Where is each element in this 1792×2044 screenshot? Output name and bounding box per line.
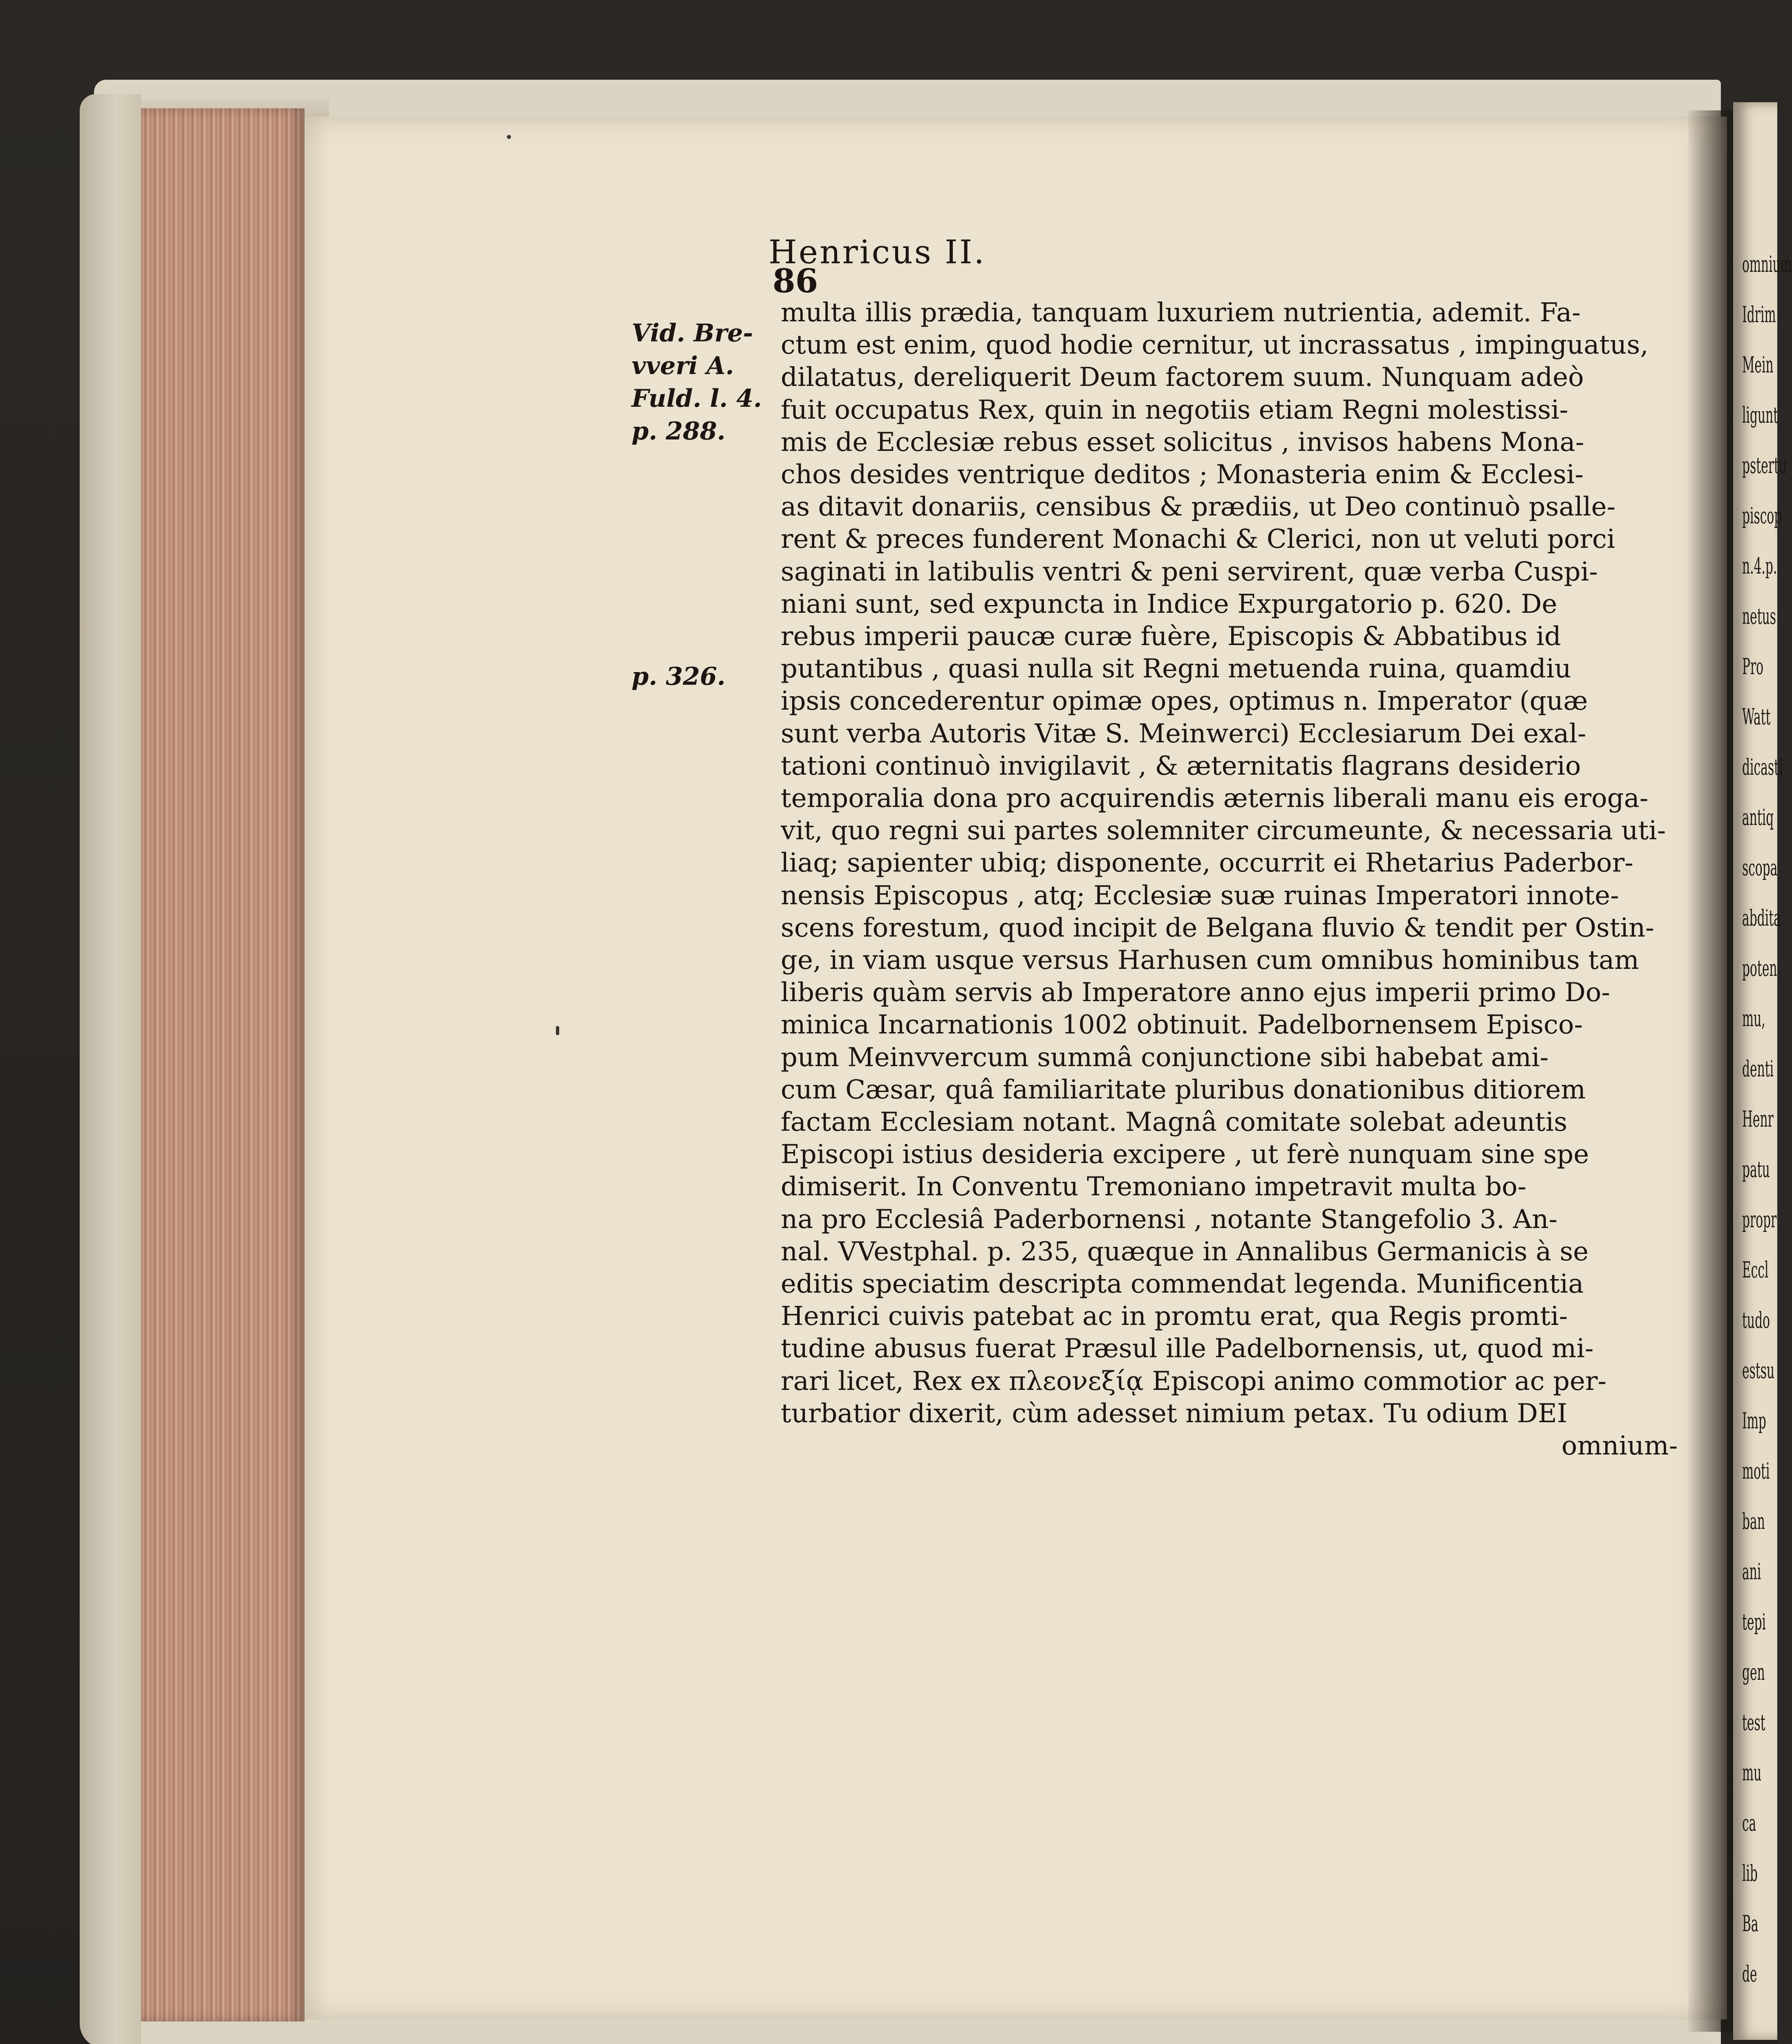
facing-page-fragment: pstertu [1742, 453, 1787, 478]
facing-page-fragment: Watt [1742, 704, 1771, 730]
text-line: nensis Episcopus , atq; Ecclesiæ suæ ruinas Imperatori innote- [781, 880, 1619, 911]
text-line: cum Cæsar, quâ familiaritate pluribus donationibus ditiorem [781, 1074, 1586, 1105]
facing-page-fragment: Idrim [1742, 302, 1776, 327]
facing-page-fragment: ca [1742, 1810, 1756, 1836]
text-line: liberis quàm servis ab Imperatore anno ejus imperii primo Do- [781, 977, 1611, 1008]
text-line: ctum est enim, quod hodie cernitur, ut incrassatus , impinguatus, [781, 330, 1649, 361]
facing-page-fragment: Henr [1742, 1106, 1774, 1132]
text-line: omnium- [1561, 1431, 1678, 1461]
page-number: 86 [773, 262, 818, 300]
facing-page-fragment: Mein [1742, 352, 1774, 378]
facing-page-fragment: piscop [1742, 503, 1782, 529]
text-line: Episcopi istius desideria excipere , ut ferè nunquam sine spe [781, 1139, 1589, 1170]
text-line: ipsis concederentur opimæ opes, optimus n. Imperator (quæ [781, 686, 1588, 717]
facing-page-fragment: dicasti [1742, 754, 1783, 780]
facing-page-fragment: tepi [1742, 1609, 1766, 1635]
margin-note: p. 326. [632, 662, 726, 691]
text-line: saginati in latibulis ventri & peni servirent, quæ verba Cuspi- [781, 556, 1598, 587]
text-line: chos desides ventrique deditos ; Monasteria enim & Ecclesi- [781, 459, 1584, 490]
text-line: fuit occupatus Rex, quin in negotiis etiam Regni molestissi- [781, 394, 1568, 425]
margin-note: p. 288. [632, 417, 726, 446]
page-fore-edge [141, 108, 305, 2022]
gutter-shadow [1688, 110, 1737, 2032]
text-line: as ditavit donariis, censibus & prædiis, ut Deo continuò psalle- [781, 492, 1616, 522]
facing-page-fragment: poten [1742, 955, 1777, 981]
text-line: temporalia dona pro acquirendis æternis liberali manu eis eroga- [781, 783, 1649, 814]
facing-page-fragment: ban [1742, 1508, 1765, 1534]
facing-page-fragment: abdita [1742, 905, 1781, 931]
text-line: putantibus , quasi nulla sit Regni metuenda ruina, quamdiu [781, 654, 1571, 684]
facing-page-fragment: gen [1742, 1659, 1765, 1685]
text-line: ge, in viam usque versus Harhusen cum omnibus hominibus tam [781, 945, 1639, 975]
facing-page-fragment: mu, [1742, 1006, 1765, 1031]
facing-page-fragment: patu [1742, 1156, 1770, 1182]
facing-page-fragment: tudo [1742, 1307, 1770, 1333]
facing-page-fragment: propr [1742, 1207, 1777, 1233]
text-line: minica Incarnationis 1002 obtinuit. Padelbornensem Episco- [781, 1010, 1583, 1040]
text-line: pum Meinvvercum summâ conjunctione sibi habebat ami- [781, 1042, 1549, 1073]
margin-note: Vid. Bre- [632, 319, 753, 347]
text-line: Henrici cuivis patebat ac in promtu erat, qua Regis promti- [781, 1301, 1568, 1332]
facing-page-fragment: mu [1742, 1760, 1762, 1786]
text-line: tationi continuò invigilavit , & æternitatis flagrans desiderio [781, 751, 1581, 781]
text-line: rent & preces funderent Monachi & Clerici, non ut veluti porci [781, 524, 1615, 555]
facing-page-fragment: test [1742, 1710, 1765, 1735]
facing-page-fragment: moti [1742, 1458, 1770, 1484]
facing-page-fragment: de [1742, 1961, 1757, 1987]
facing-page-fragment: Pro [1742, 654, 1764, 679]
text-line: scens forestum, quod incipit de Belgana fluvio & tendit per Ostin- [781, 912, 1654, 943]
text-line: rari licet, Rex ex πλεονεξίᾳ Episcopi animo commotior ac per- [781, 1366, 1607, 1396]
facing-page-fragment: denti [1742, 1056, 1774, 1082]
facing-page-fragment: antiq [1742, 805, 1774, 830]
running-head: Henricus II. [768, 233, 986, 271]
paper-speck [556, 1026, 559, 1035]
facing-page-fragment: Ba [1742, 1911, 1758, 1936]
text-line: editis speciatim descripta commendat legenda. Munificentia [781, 1269, 1584, 1299]
facing-page-fragment: Eccl [1742, 1257, 1769, 1283]
facing-page-fragment: scopa [1742, 855, 1778, 881]
facing-page-fragment: omnium [1742, 251, 1792, 277]
text-line: niani sunt, sed expuncta in Indice Expurgatorio p. 620. De [781, 589, 1557, 619]
facing-page-fragment: ligunt [1742, 402, 1779, 428]
text-line: dimiserit. In Conventu Tremoniano impetravit multa bo- [781, 1172, 1527, 1202]
text-line: na pro Ecclesiâ Paderbornensi , notante Stangefolio 3. An- [781, 1204, 1558, 1235]
paper-speck [507, 135, 511, 139]
facing-page-fragment: lib [1742, 1860, 1758, 1886]
facing-page-fragment: ani [1742, 1559, 1761, 1585]
book-spine-edge [80, 94, 141, 2044]
text-line: dilatatus, dereliquerit Deum factorem suum. Nunquam adeò [781, 362, 1584, 393]
text-line: tudine abusus fuerat Præsul ille Padelbornensis, ut, quod mi- [781, 1334, 1594, 1364]
margin-note: Fuld. l. 4. [632, 384, 762, 413]
text-line: vit, quo regni sui partes solemniter circumeunte, & necessaria uti- [781, 816, 1666, 846]
text-line: liaq; sapienter ubiq; disponente, occurrit ei Rhetarius Paderbor- [781, 848, 1633, 879]
margin-note: vveri A. [632, 352, 734, 380]
facing-page-fragment: netus [1742, 603, 1776, 629]
text-line: nal. VVestphal. p. 235, quæque in Annalibus Germanicis à se [781, 1236, 1589, 1267]
text-line: rebus imperii paucæ curæ fuère, Episcopis & Abbatibus id [781, 621, 1561, 652]
text-line: multa illis prædia, tanquam luxuriem nutrientia, ademit. Fa- [781, 298, 1581, 328]
facing-page-fragment: estsu [1742, 1358, 1775, 1383]
text-line: factam Ecclesiam notant. Magnâ comitate solebat adeuntis [781, 1107, 1568, 1137]
text-line: turbatior dixerit, cùm adesset nimium petax. Tu odium DEI [781, 1398, 1568, 1429]
text-line: mis de Ecclesiæ rebus esset solicitus , invisos habens Mona- [781, 427, 1584, 457]
facing-page-fragment: Imp [1742, 1408, 1766, 1434]
facing-page-fragment: n.4.p. [1742, 553, 1777, 579]
text-line: sunt verba Autoris Vitæ S. Meinwerci) Ecclesiarum Dei exal- [781, 718, 1586, 749]
